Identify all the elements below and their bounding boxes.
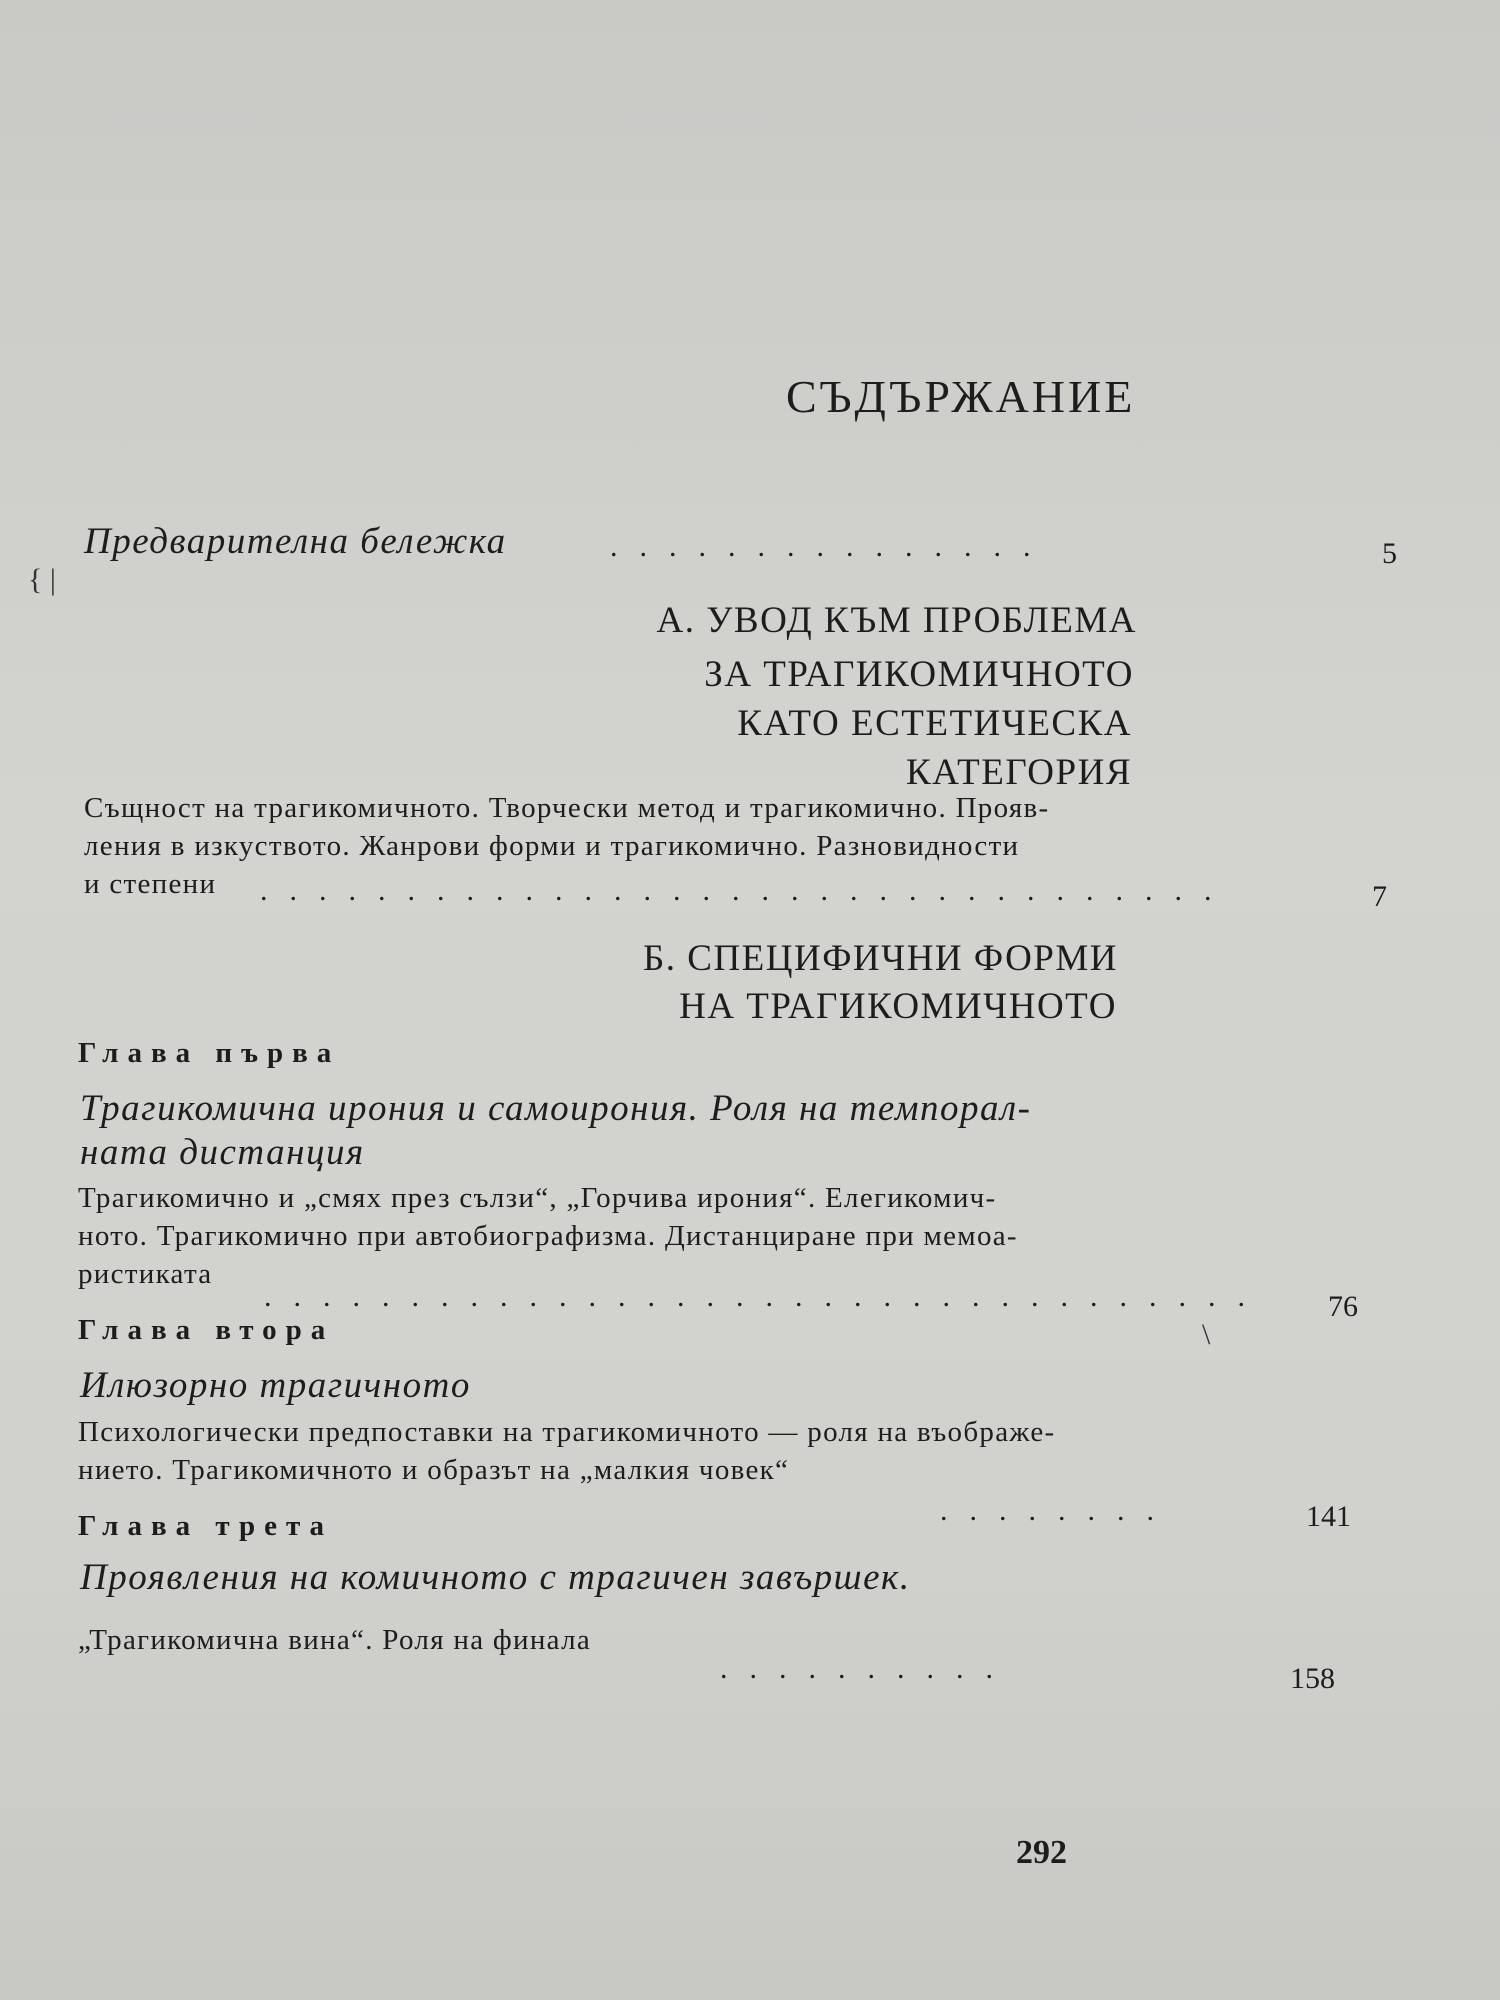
part-a-page-number: 7 [1372, 880, 1387, 913]
part-a-heading-line-2: ЗА ТРАГИКОМИЧНОТО [704, 654, 1134, 695]
part-a-desc-line-2: ления в изкуството. Жанрови форми и трагикомично. Разновидности [84, 830, 1020, 862]
chapter-2-label: Глава втора [78, 1314, 335, 1346]
part-b-heading-line-1: Б. СПЕЦИФИЧНИ ФОРМИ [643, 938, 1118, 979]
chapter-1-leader-dots: .................................. [264, 1280, 1267, 1313]
part-a-heading-line-1: А. УВОД КЪМ ПРОБЛЕМА [656, 600, 1137, 641]
chapter-1-desc-line-3: ристиката [78, 1258, 213, 1290]
chapter-3-page-number: 158 [1290, 1662, 1335, 1695]
chapter-2-desc-line-2: нието. Трагикомичното и образът на „малкия човек“ [78, 1454, 790, 1486]
chapter-1-label: Глава първа [78, 1037, 341, 1069]
chapter-1-desc-line-2: ното. Трагикомично при автобиографизма. Дистанциране при мемоа- [78, 1220, 1018, 1252]
preface-title: Предварителна бележка [84, 521, 507, 562]
chapter-2-page-number: 141 [1306, 1500, 1351, 1533]
chapter-1-desc-line-1: Трагикомично и „смях през сълзи“, „Горчива ирония“. Елегикомич- [78, 1182, 997, 1214]
chapter-3-label: Глава трета [78, 1510, 334, 1542]
chapter-1-page-number: 76 [1328, 1290, 1358, 1323]
chapter-3-title: Проявления на комичното с трагичен завършек. [80, 1557, 911, 1598]
part-a-heading-line-3: КАТО ЕСТЕТИЧЕСКА [737, 703, 1132, 744]
chapter-3-leader-dots: .......... [720, 1652, 1015, 1685]
page-folio-number: 292 [1016, 1834, 1067, 1871]
chapter-1-title-line-2: ната дистанция [80, 1132, 365, 1173]
part-a-leader-dots: ................................. [260, 874, 1234, 907]
chapter-1-title-line-1: Трагикомична ирония и самоирония. Роля на темпорал- [80, 1088, 1032, 1129]
part-a-heading-line-4: КАТЕГОРИЯ [905, 752, 1132, 793]
preface-page-number: 5 [1382, 537, 1397, 570]
chapter-3-desc: „Трагикомична вина“. Роля на финала [78, 1624, 592, 1656]
part-a-desc-line-3: и степени [84, 868, 217, 900]
margin-mark-right: \ [1202, 1318, 1211, 1351]
part-a-desc-line-1: Същност на трагикомичното. Творчески метод и трагикомично. Прояв- [84, 792, 1050, 824]
chapter-2-title: Илюзорно трагичното [80, 1365, 471, 1406]
part-b-heading-line-2: НА ТРАГИКОМИЧНОТО [679, 986, 1117, 1027]
chapter-2-leader-dots: ........ [940, 1494, 1176, 1527]
preface-leader-dots: ............... [610, 530, 1053, 563]
chapter-2-desc-line-1: Психологически предпоставки на трагикомичното — роля на въображе- [78, 1416, 1056, 1448]
margin-mark-left: { | [28, 563, 56, 596]
page-title: СЪДЪРЖАНИЕ [786, 371, 1136, 422]
